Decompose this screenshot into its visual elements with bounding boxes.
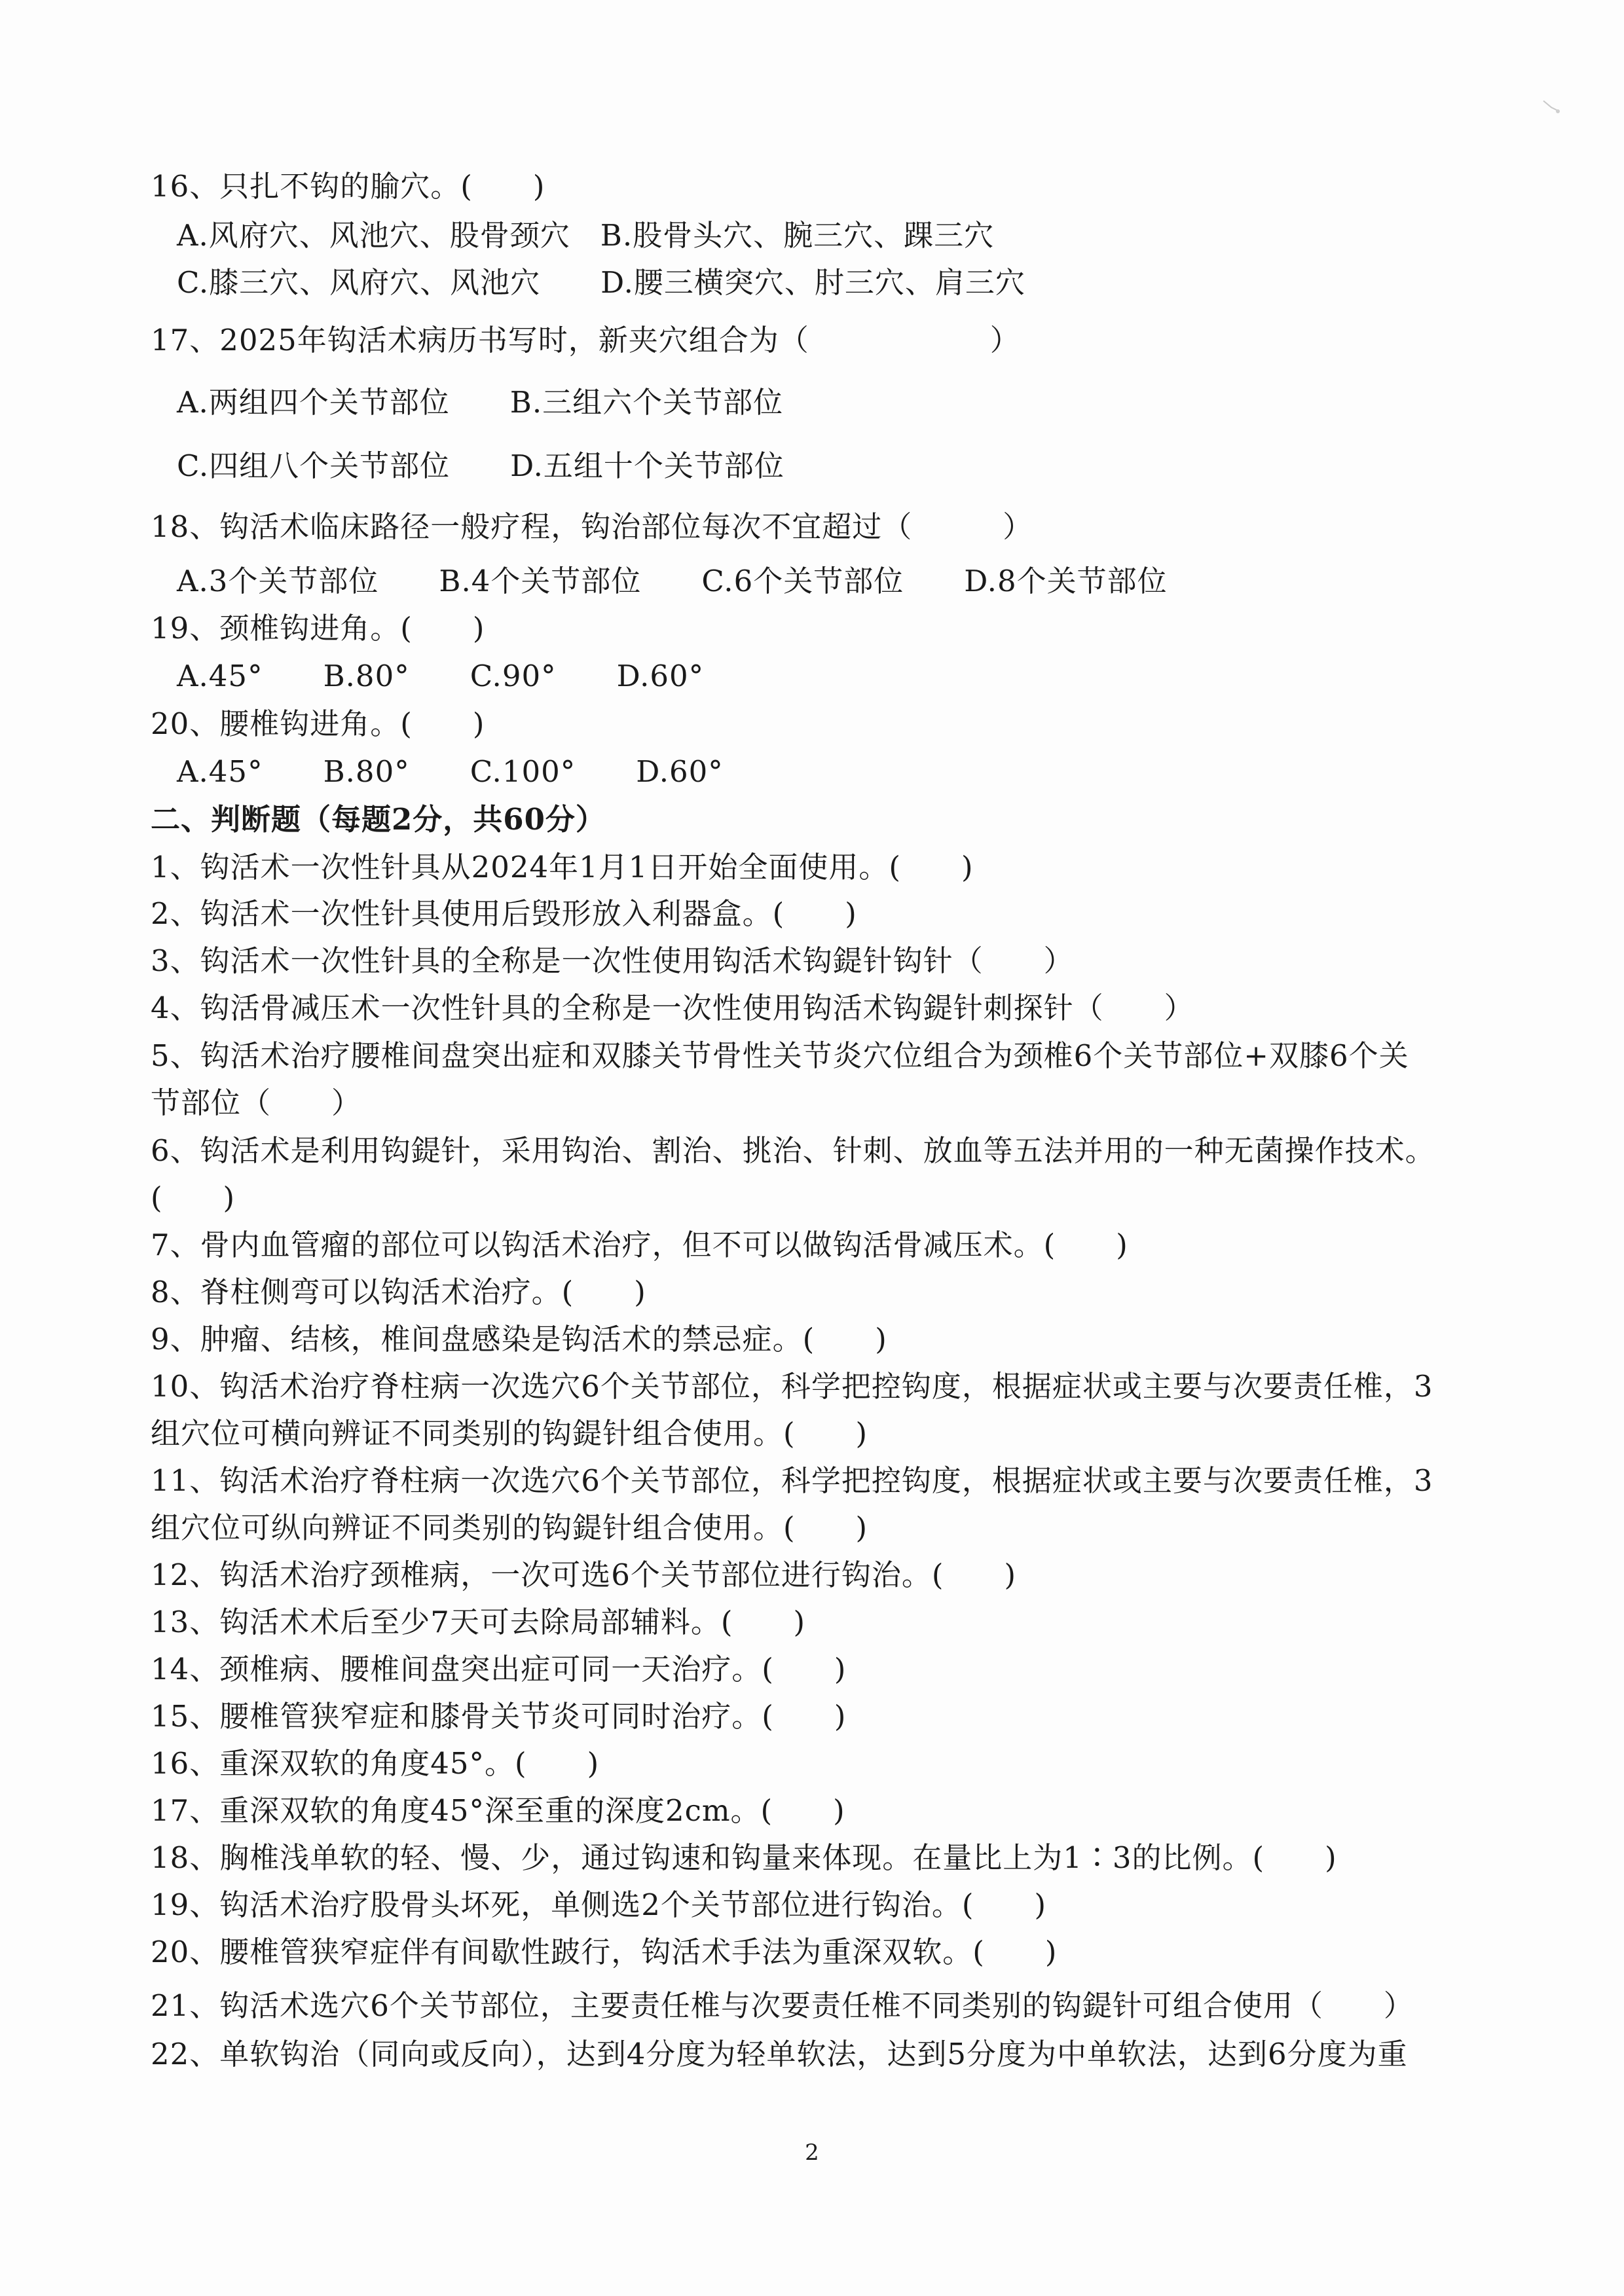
judgement-item: 5、钩活术治疗腰椎间盘突出症和双膝关节骨性关节炎穴位组合为颈椎6个关节部位+双膝6个关	[151, 1038, 1409, 1073]
judgement-item: 21、钩活术选穴6个关节部位，主要责任椎与次要责任椎不同类别的钩鍉针可组合使用（ ）	[151, 1988, 1414, 2023]
judgement-item: 17、重深双软的角度45°深至重的深度2cm。( )	[151, 1793, 845, 1828]
page-number: 2	[805, 2140, 819, 2166]
judgement-item: 11、钩活术治疗脊柱病一次选穴6个关节部位，科学把控钩度，根据症状或主要与次要责任椎，3	[151, 1463, 1433, 1498]
question-16-options-2: C.膝三穴、风府穴、风池穴 D.腰三横突穴、肘三穴、肩三穴	[177, 265, 1025, 300]
judgement-item: 6、钩活术是利用钩鍉针，采用钩治、割治、挑治、针刺、放血等五法并用的一种无菌操作技术。	[151, 1133, 1435, 1168]
scan-speck-mark	[1542, 98, 1562, 115]
judgement-item: 22、单软钩治（同向或反向），达到4分度为轻单软法，达到5分度为中单软法，达到6分度为重	[151, 2037, 1408, 2071]
question-18-stem: 18、钩活术临床路径一般疗程，钩治部位每次不宜超过（ ）	[151, 509, 1033, 544]
judgement-item: 4、钩活骨减压术一次性针具的全称是一次性使用钩活术钩鍉针刺探针（ ）	[151, 991, 1194, 1025]
question-19-options-1: A.45° B.80° C.90° D.60°	[177, 659, 705, 693]
judgement-item: 15、腰椎管狭窄症和膝骨关节炎可同时治疗。( )	[151, 1699, 847, 1734]
judgement-item: 12、钩活术治疗颈椎病，一次可选6个关节部位进行钩治。( )	[151, 1558, 1017, 1592]
judgement-item-continued: 节部位（ ）	[151, 1085, 362, 1120]
judgement-item: 18、胸椎浅单软的轻、慢、少，通过钩速和钩量来体现。在量比上为1∶3的比例。( )	[151, 1840, 1337, 1875]
question-19-stem: 19、颈椎钩进角。( )	[151, 611, 485, 646]
judgement-item: 19、钩活术治疗股骨头坏死，单侧选2个关节部位进行钩治。( )	[151, 1887, 1047, 1922]
judgement-item: 2、钩活术一次性针具使用后毁形放入利器盒。( )	[151, 896, 857, 931]
judgement-item: 14、颈椎病、腰椎间盘突出症可同一天治疗。( )	[151, 1652, 847, 1686]
judgement-item-continued: 组穴位可纵向辨证不同类别的钩鍉针组合使用。( )	[151, 1510, 868, 1545]
question-16-options-1: A.风府穴、风池穴、股骨颈穴 B.股骨头穴、腕三穴、踝三穴	[177, 218, 995, 253]
judgement-item: 20、腰椎管狭窄症伴有间歇性跛行，钩活术手法为重深双软。( )	[151, 1935, 1058, 1969]
question-17-stem: 17、2025年钩活术病历书写时，新夹穴组合为（ ）	[151, 323, 1020, 357]
question-17-options-1: A.两组四个关节部位 B.三组六个关节部位	[177, 385, 784, 420]
judgement-item: 7、骨内血管瘤的部位可以钩活术治疗，但不可以做钩活骨减压术。( )	[151, 1228, 1128, 1262]
judgement-item: 9、肿瘤、结核，椎间盘感染是钩活术的禁忌症。( )	[151, 1322, 887, 1357]
judgement-item: 3、钩活术一次性针具的全称是一次性使用钩活术钩鍉针钩针（ ）	[151, 943, 1074, 978]
judgement-item: 8、脊柱侧弯可以钩活术治疗。( )	[151, 1275, 646, 1309]
section-2-heading: 二、判断题（每题2分，共60分）	[151, 802, 606, 837]
question-17-options-2: C.四组八个关节部位 D.五组十个关节部位	[177, 448, 784, 483]
judgement-item: 16、重深双软的角度45°。( )	[151, 1746, 600, 1781]
judgement-item: 1、钩活术一次性针具从2024年1月1日开始全面使用。( )	[151, 850, 974, 884]
judgement-item: 10、钩活术治疗脊柱病一次选穴6个关节部位，科学把控钩度，根据症状或主要与次要责任椎，3	[151, 1369, 1433, 1404]
judgement-item: 13、钩活术术后至少7天可去除局部辅料。( )	[151, 1605, 806, 1639]
question-18-options-1: A.3个关节部位 B.4个关节部位 C.6个关节部位 D.8个关节部位	[177, 564, 1168, 598]
question-20-options-1: A.45° B.80° C.100° D.60°	[177, 754, 724, 789]
question-16-stem: 16、只扎不钩的腧穴。( )	[151, 169, 545, 204]
judgement-item-continued: ( )	[151, 1180, 236, 1215]
judgement-item-continued: 组穴位可横向辨证不同类别的钩鍉针组合使用。( )	[151, 1416, 868, 1451]
question-20-stem: 20、腰椎钩进角。( )	[151, 706, 485, 741]
